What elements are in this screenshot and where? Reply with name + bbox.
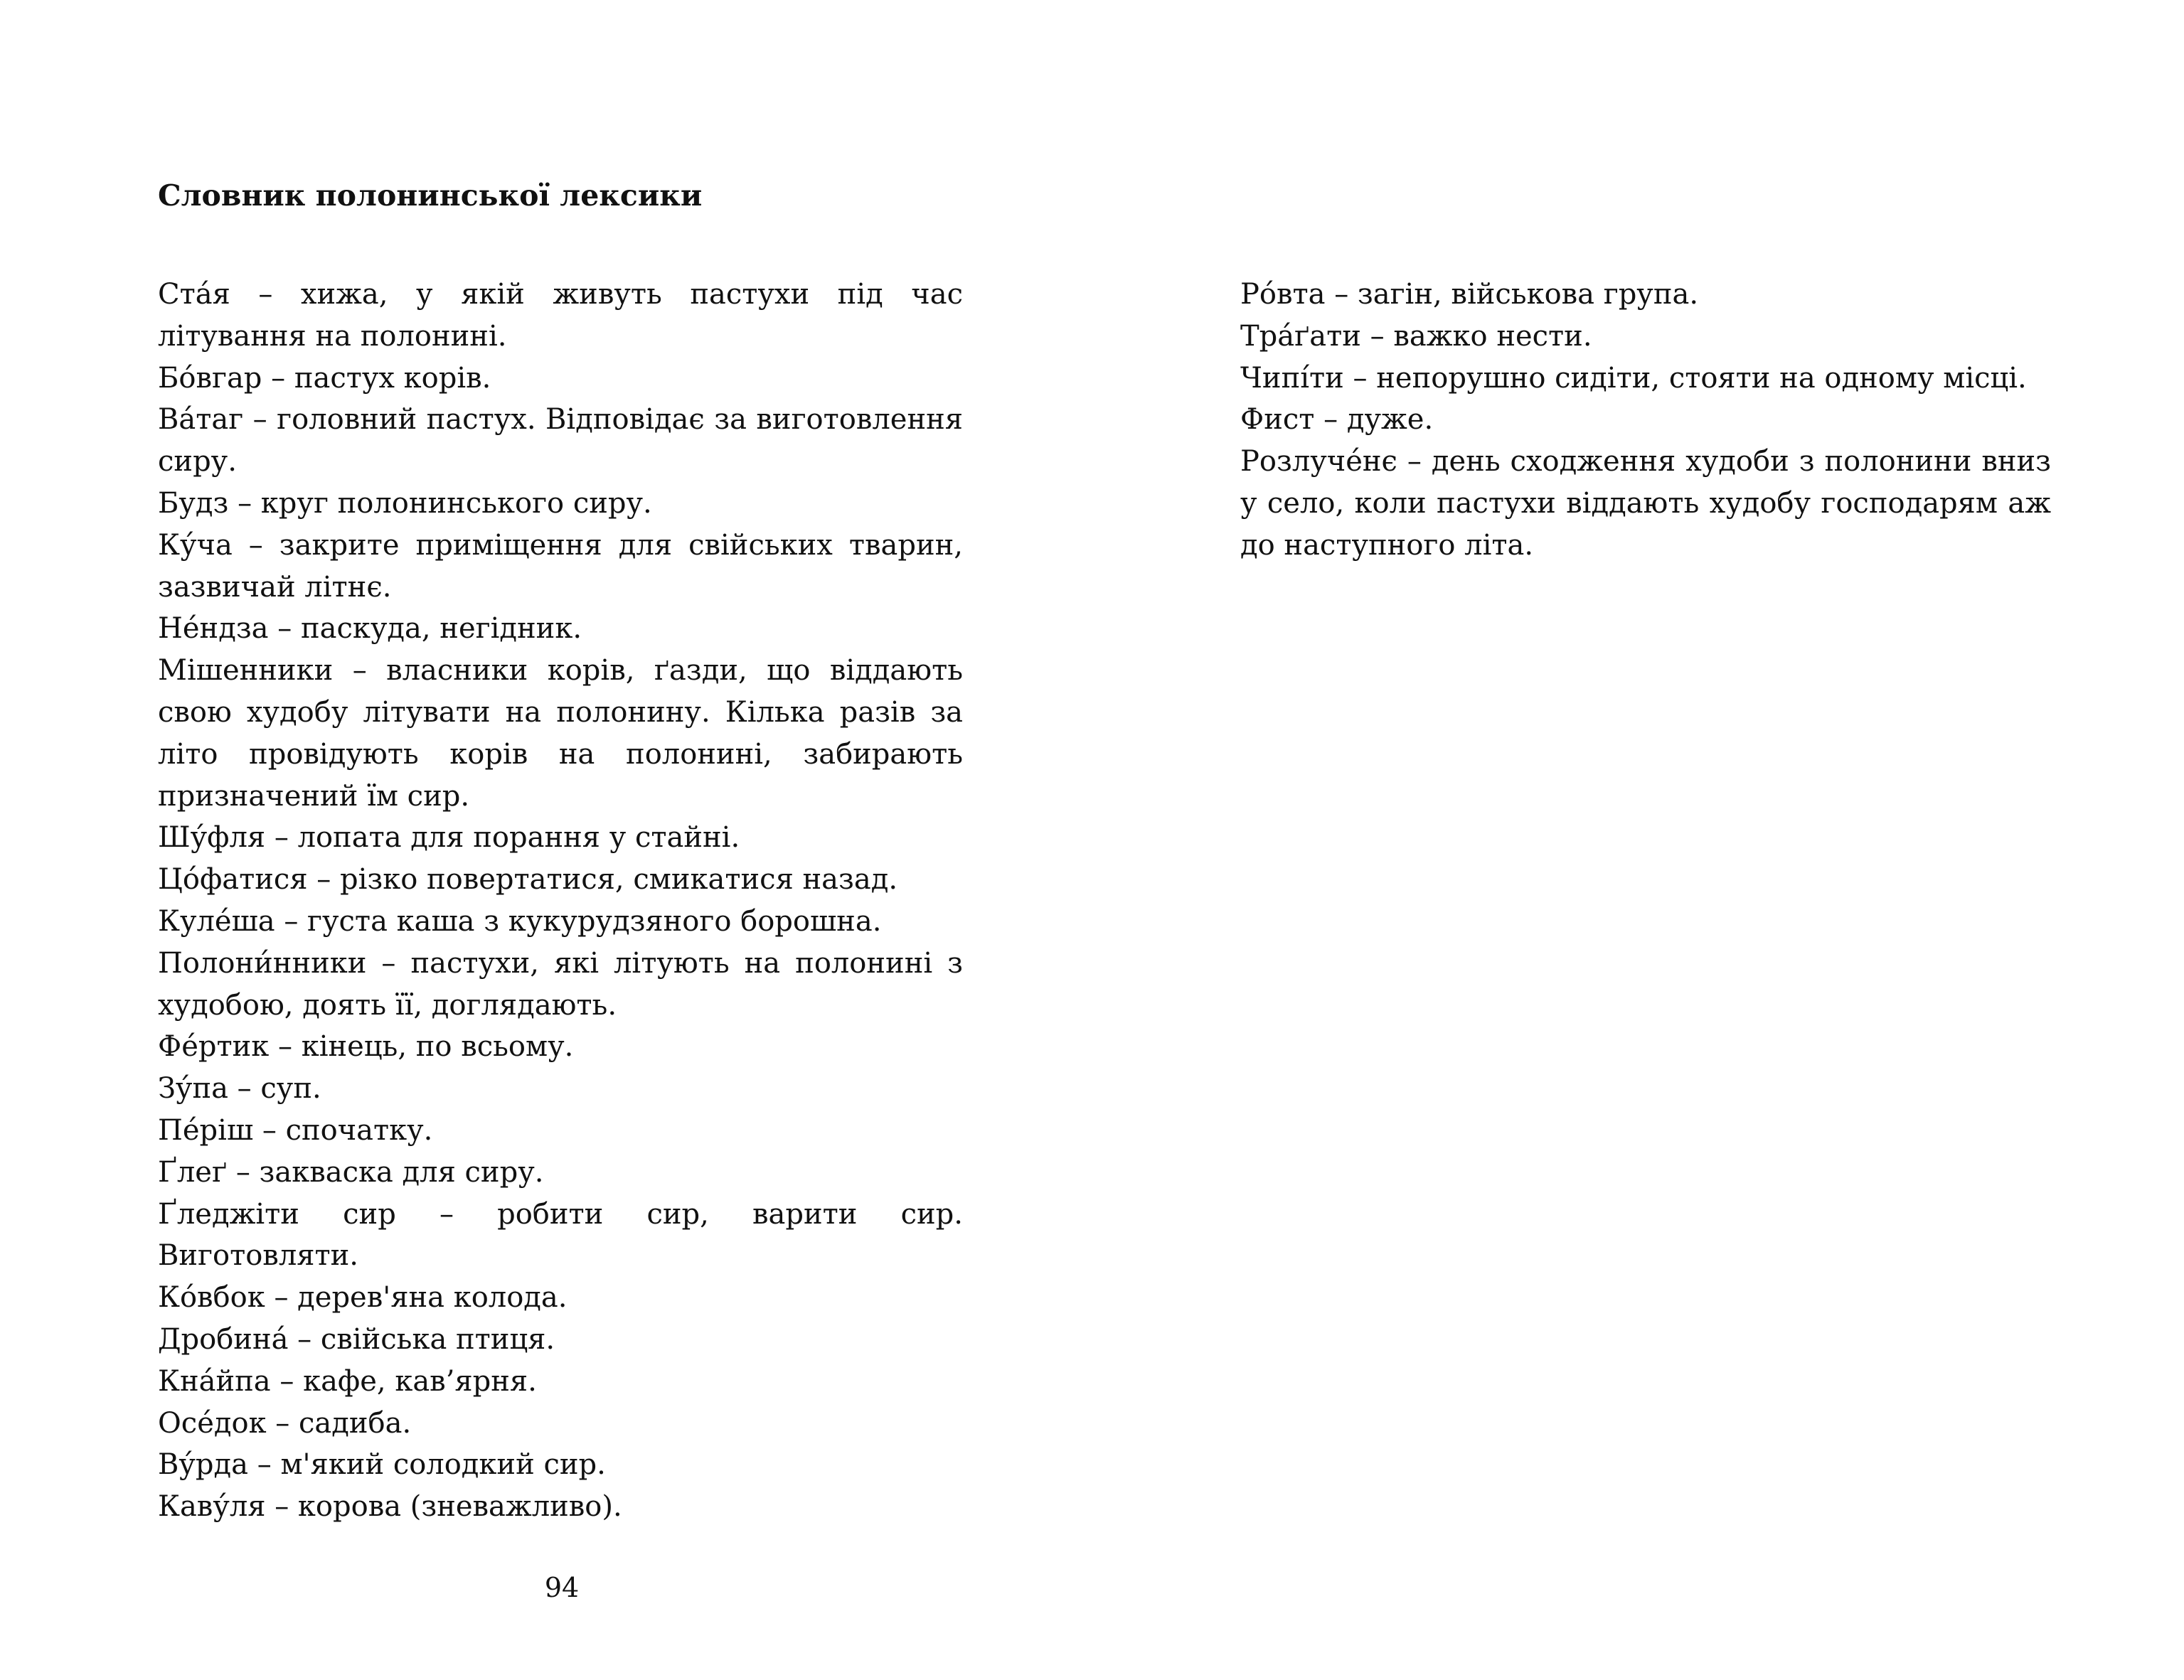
- glossary-entry: Полони́нники – пастухи, які літують на полонині з худобою, доять її, доглядають.: [158, 946, 963, 1022]
- glossary-entry: Ґледжіти сир – робити сир, варити сир. Виготовляти.: [158, 1197, 963, 1273]
- glossary-entry: Ґлеґ – закваска для сиру.: [158, 1155, 544, 1189]
- glossary-right-column: [1240, 274, 2051, 567]
- glossary-entry: Ву́рда – м'який солодкий сир.: [158, 1448, 606, 1482]
- glossary-entry: Фист – дуже.: [1240, 403, 1434, 437]
- glossary-entry: Бо́вгар – пастух корів.: [158, 361, 491, 395]
- glossary-entry: Ро́вта – загін, військова група.: [1240, 278, 1699, 311]
- glossary-entry: Каву́ля – корова (зневажливо).: [158, 1490, 622, 1524]
- glossary-entry: Цо́фатися – різко повертатися, смикатися назад.: [158, 863, 898, 897]
- glossary-entry: Мішенники – власники корів, ґазди, що віддають свою худобу літувати на полонину. Кілька разів за літо провідують корів на полонині, забирають призначений їм сир.: [158, 654, 963, 813]
- glossary-entry: Зу́па – суп.: [158, 1072, 321, 1106]
- glossary-entry: Ва́таг – головний пастух. Відповідає за виготовлення сиру.: [158, 403, 963, 478]
- glossary-entry: Куле́ша – густа каша з кукурудзяного борошна.: [158, 904, 882, 938]
- glossary-entry: Будз – круг полонинського сиру.: [158, 486, 652, 520]
- glossary-entry: Шу́фля – лопата для порання у стайні.: [158, 821, 740, 855]
- glossary-entry: Фе́ртик – кінець, по всьому.: [158, 1030, 574, 1064]
- glossary-entry: Не́ндза – паскуда, негідник.: [158, 612, 582, 646]
- glossary-entry: Дробина́ – свійська птиця.: [158, 1322, 555, 1356]
- glossary-entry: Ста́я – хижа, у якій живуть пастухи під час літування на полонині.: [158, 278, 963, 353]
- glossary-entry: Ко́вбок – дерев'яна колода.: [158, 1281, 568, 1315]
- glossary-entry: Пе́ріш – спочатку.: [158, 1113, 433, 1147]
- page-number: 94: [544, 1572, 580, 1603]
- glossary-entry: Розлуче́нє – день сходження худоби з полонини вниз у село, коли пастухи віддають худобу господарям аж до наступного літа.: [1240, 445, 2051, 562]
- glossary-left-column: [158, 274, 963, 1528]
- page-title: Словник полонинської лексики: [158, 178, 703, 213]
- glossary-entry: Осе́док – садиба.: [158, 1406, 412, 1440]
- glossary-entry: Ку́ча – закрите приміщення для свійських тварин, зазвичай літнє.: [158, 528, 963, 604]
- glossary-entry: Кна́йпа – кафе, кав’ярня.: [158, 1364, 537, 1398]
- glossary-entry: Тра́ґати – важко нести.: [1240, 319, 1592, 353]
- glossary-entry: Чипі́ти – непорушно сидіти, стояти на одному місці.: [1240, 361, 2027, 395]
